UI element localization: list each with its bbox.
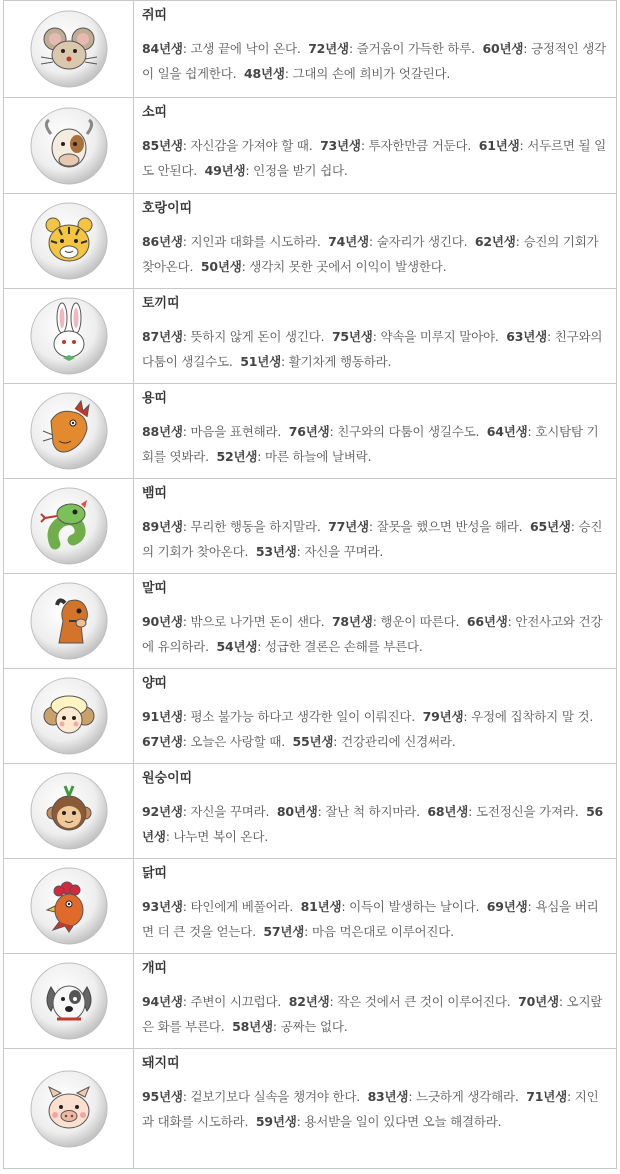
- zodiac-name: 뱀띠: [142, 486, 168, 501]
- birth-year: 50년생: [200, 259, 242, 274]
- birth-year: 88년생: [142, 424, 183, 439]
- text-cell: [134, 954, 616, 1048]
- dog-icon: [29, 961, 109, 1041]
- birth-year: 94년생: [142, 994, 183, 1009]
- zodiac-name: 쥐띠: [142, 8, 168, 23]
- fortune-text: [142, 36, 608, 86]
- sheep-icon: [29, 676, 109, 756]
- fortune-message: : 서두르면 될 일도 안된다.: [142, 138, 607, 178]
- icon-cell: [4, 384, 134, 478]
- fortune-message: : 주변이 시끄럽다.: [182, 994, 282, 1009]
- tiger-icon: [29, 201, 109, 281]
- birth-year: 60년생: [482, 41, 524, 56]
- fortune-message: : 잘난 척 하지마라.: [317, 804, 420, 819]
- fortune-message: : 지인과 대화를 시도하라.: [142, 1089, 599, 1129]
- fortune-message: : 무리한 행동을 하지말라.: [182, 519, 321, 534]
- birth-year: 55년생: [292, 734, 334, 749]
- fortune-message: : 투자한만큼 거둔다.: [360, 138, 472, 153]
- fortune-text: [142, 1084, 608, 1134]
- text-cell: [134, 289, 616, 383]
- fortune-message: : 잘못을 했으면 반성을 해라.: [368, 519, 523, 534]
- fortune-message: : 평소 불가능 하다고 생각한 일이 이뤄진다.: [182, 709, 416, 724]
- fortune-message: : 작은 것에서 큰 것이 이루어진다.: [329, 994, 511, 1009]
- fortune-message: : 친구와의 다툼이 생길수도.: [329, 424, 480, 439]
- zodiac-row: [4, 858, 616, 953]
- icon-cell: [4, 574, 134, 668]
- fortune-message: : 약속을 미루지 말아야.: [372, 329, 499, 344]
- birth-year: 48년생: [244, 66, 285, 81]
- birth-year: 67년생: [142, 734, 183, 749]
- birth-year: 69년생: [486, 899, 528, 914]
- fortune-message: : 행운이 따른다.: [372, 614, 460, 629]
- birth-year: 65년생: [529, 519, 571, 534]
- birth-year: 90년생: [142, 614, 183, 629]
- pig-icon: [29, 1069, 109, 1149]
- icon-cell: [4, 98, 134, 193]
- fortune-message: : 자신감을 가져야 할 때.: [182, 138, 313, 153]
- zodiac-name: 말띠: [142, 581, 168, 596]
- rabbit-icon: [29, 296, 109, 376]
- fortune-message: : 친구와의 다툼이 생길수도.: [142, 329, 603, 369]
- fortune-message: : 술자리가 생긴다.: [368, 234, 468, 249]
- icon-cell: [4, 859, 134, 953]
- zodiac-row: [4, 1048, 616, 1168]
- birth-year: 64년생: [486, 424, 528, 439]
- birth-year: 52년생: [216, 449, 258, 464]
- icon-cell: [4, 479, 134, 573]
- zodiac-name: 호랑이띠: [142, 201, 193, 216]
- dragon-icon: [29, 391, 109, 471]
- birth-year: 91년생: [142, 709, 183, 724]
- birth-year: 68년생: [427, 804, 469, 819]
- fortune-text: [142, 419, 608, 469]
- birth-year: 80년생: [276, 804, 318, 819]
- birth-year: 92년생: [142, 804, 183, 819]
- zodiac-row: [4, 383, 616, 478]
- fortune-text: [142, 894, 608, 944]
- birth-year: 83년생: [367, 1089, 409, 1104]
- birth-year: 84년생: [142, 41, 183, 56]
- zodiac-row: [4, 97, 616, 193]
- birth-year: 72년생: [308, 41, 349, 56]
- birth-year: 61년생: [478, 138, 520, 153]
- fortune-message: : 오지랖은 화를 부른다.: [142, 994, 603, 1034]
- zodiac-name: 소띠: [142, 105, 168, 120]
- fortune-message: : 안전사고와 건강에 유의하라.: [142, 614, 603, 654]
- rooster-icon: [29, 866, 109, 946]
- zodiac-row: [4, 1, 616, 97]
- zodiac-name: 돼지띠: [142, 1056, 180, 1071]
- zodiac-name: 양띠: [142, 676, 168, 691]
- icon-cell: [4, 764, 134, 858]
- fortune-message: : 즐거움이 가득한 하루.: [348, 41, 475, 56]
- birth-year: 75년생: [331, 329, 373, 344]
- fortune-message: : 우정에 집착하지 말 것.: [463, 709, 594, 724]
- fortune-text: [142, 324, 608, 374]
- snake-icon: [29, 486, 109, 566]
- fortune-message: : 건강관리에 신경써라.: [333, 734, 456, 749]
- birth-year: 53년생: [255, 544, 297, 559]
- birth-year: 93년생: [142, 899, 183, 914]
- fortune-message: : 생각치 못한 곳에서 이익이 발생한다.: [241, 259, 447, 274]
- fortune-message: : 승진의 기회가 찾아온다.: [142, 234, 599, 274]
- fortune-text: [142, 799, 608, 849]
- text-cell: [134, 859, 616, 953]
- fortune-message: : 마음을 표현해라.: [182, 424, 282, 439]
- zodiac-name: 용띠: [142, 391, 168, 406]
- zodiac-name: 원숭이띠: [142, 771, 193, 786]
- fortune-message: : 공짜는 없다.: [272, 1019, 348, 1034]
- zodiac-name: 닭띠: [142, 866, 168, 881]
- fortune-message: : 호시탐탐 기회를 엿봐라.: [142, 424, 599, 464]
- fortune-message: : 자신을 꾸며라.: [182, 804, 270, 819]
- fortune-message: : 이득이 발생하는 날이다.: [341, 899, 480, 914]
- birth-year: 89년생: [142, 519, 183, 534]
- text-cell: [134, 574, 616, 668]
- birth-year: 85년생: [142, 138, 183, 153]
- text-cell: [134, 764, 616, 858]
- fortune-message: : 마른 하늘에 날벼락.: [257, 449, 372, 464]
- fortune-message: : 자신을 꾸며라.: [296, 544, 384, 559]
- fortune-text: [142, 989, 608, 1039]
- birth-year: 76년생: [288, 424, 330, 439]
- zodiac-row: [4, 573, 616, 668]
- fortune-message: : 지인과 대화를 시도하라.: [182, 234, 321, 249]
- fortune-message: : 승진의 기회가 찾아온다.: [142, 519, 603, 559]
- text-cell: [134, 98, 616, 193]
- birth-year: 58년생: [232, 1019, 273, 1034]
- birth-year: 74년생: [328, 234, 369, 249]
- fortune-message: : 타인에게 베풀어라.: [182, 899, 294, 914]
- zodiac-row: [4, 953, 616, 1048]
- rat-icon: [29, 9, 109, 89]
- fortune-text: [142, 704, 608, 754]
- birth-year: 79년생: [422, 709, 464, 724]
- fortune-message: : 욕심을 버리면 더 큰 것을 얻는다.: [142, 899, 599, 939]
- fortune-message: : 그대의 손에 희비가 엇갈린다.: [284, 66, 451, 81]
- fortune-message: : 마음 먹은대로 이루어진다.: [304, 924, 454, 939]
- fortune-message: : 긍정적인 생각이 일을 쉽게한다.: [142, 41, 607, 81]
- birth-year: 70년생: [518, 994, 559, 1009]
- birth-year: 51년생: [240, 354, 281, 369]
- birth-year: 73년생: [320, 138, 361, 153]
- birth-year: 62년생: [474, 234, 516, 249]
- fortune-text: [142, 229, 608, 279]
- birth-year: 56년생: [142, 804, 604, 844]
- icon-cell: [4, 1, 134, 97]
- fortune-message: : 밖으로 나가면 돈이 샌다.: [182, 614, 325, 629]
- birth-year: 49년생: [204, 163, 246, 178]
- fortune-message: : 인정을 받기 쉽다.: [245, 163, 348, 178]
- zodiac-row: [4, 478, 616, 573]
- icon-cell: [4, 1049, 134, 1168]
- fortune-message: : 겉보기보다 실속을 챙겨야 한다.: [182, 1089, 361, 1104]
- fortune-text: [142, 514, 608, 564]
- fortune-message: : 고생 끝에 낙이 온다.: [182, 41, 301, 56]
- fortune-message: : 성급한 결론은 손해를 부른다.: [257, 639, 423, 654]
- ox-icon: [29, 106, 109, 186]
- zodiac-row: [4, 193, 616, 288]
- icon-cell: [4, 669, 134, 763]
- birth-year: 71년생: [526, 1089, 567, 1104]
- fortune-text: [142, 609, 608, 659]
- birth-year: 59년생: [255, 1114, 297, 1129]
- text-cell: [134, 1, 616, 97]
- birth-year: 54년생: [216, 639, 258, 654]
- birth-year: 95년생: [142, 1089, 183, 1104]
- text-cell: [134, 384, 616, 478]
- birth-year: 82년생: [288, 994, 330, 1009]
- text-cell: [134, 194, 616, 288]
- birth-year: 87년생: [142, 329, 183, 344]
- zodiac-name: 토끼띠: [142, 296, 180, 311]
- icon-cell: [4, 289, 134, 383]
- birth-year: 63년생: [506, 329, 547, 344]
- icon-cell: [4, 194, 134, 288]
- text-cell: [134, 1049, 616, 1168]
- fortune-message: : 느긋하게 생각해라.: [408, 1089, 519, 1104]
- text-cell: [134, 479, 616, 573]
- fortune-message: : 오늘은 사랑할 때.: [182, 734, 285, 749]
- zodiac-name: 개띠: [142, 961, 168, 976]
- fortune-message: : 용서받을 일이 있다면 오늘 해결하라.: [296, 1114, 502, 1129]
- fortune-message: : 나누면 복이 온다.: [165, 829, 268, 844]
- birth-year: 86년생: [142, 234, 183, 249]
- birth-year: 57년생: [263, 924, 305, 939]
- monkey-icon: [29, 771, 109, 851]
- zodiac-row: [4, 668, 616, 763]
- fortune-message: : 뜻하지 않게 돈이 생긴다.: [182, 329, 325, 344]
- zodiac-row: [4, 288, 616, 383]
- birth-year: 78년생: [331, 614, 373, 629]
- birth-year: 81년생: [300, 899, 342, 914]
- fortune-message: : 활기차게 행동하라.: [280, 354, 392, 369]
- zodiac-fortune-table: [3, 0, 617, 1169]
- fortune-message: : 도전정신을 가져라.: [468, 804, 579, 819]
- zodiac-row: [4, 763, 616, 858]
- birth-year: 66년생: [466, 614, 508, 629]
- icon-cell: [4, 954, 134, 1048]
- horse-icon: [29, 581, 109, 661]
- fortune-text: [142, 133, 608, 183]
- text-cell: [134, 669, 616, 763]
- birth-year: 77년생: [328, 519, 369, 534]
